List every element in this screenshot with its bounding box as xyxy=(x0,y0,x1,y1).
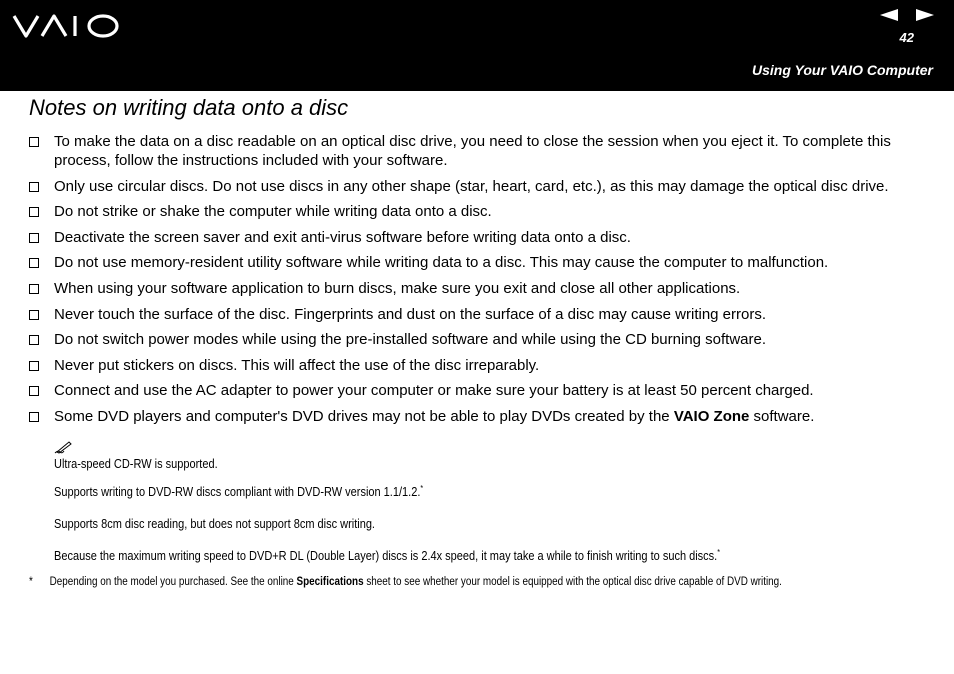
list-item xyxy=(29,330,934,349)
vaio-logo xyxy=(12,12,122,40)
footnote-text-after: sheet to see whether your model is equipped with the optical disc drive capable of DVD writing. xyxy=(363,576,782,588)
footnote-mark: * xyxy=(29,576,33,588)
list-item xyxy=(29,132,934,170)
page-header xyxy=(0,0,954,93)
note-line: Supports writing to DVD-RW discs compliant with DVD-RW version 1.1/1.2. xyxy=(54,485,421,499)
list-item-text: To make the data on a disc readable on an optical disc drive, you need to close the session when you eject it. To complete this process, follow the instructions included with your software. xyxy=(54,133,891,169)
list-item xyxy=(29,356,934,375)
checkbox-bullet-icon xyxy=(29,233,39,243)
list-item-text: Never touch the surface of the disc. Fingerprints and dust on the surface of a disc may cause writing errors. xyxy=(54,305,767,323)
specifications-link[interactable]: Specifications xyxy=(296,576,364,588)
list-item xyxy=(29,253,934,272)
list-item xyxy=(29,305,934,324)
footnote-marker: * xyxy=(717,547,720,557)
checkbox-bullet-icon xyxy=(29,207,39,217)
note-line: Because the maximum writing speed to DVD+R DL (Double Layer) discs is 2.4x speed, it may take a while to finish writing to such discs. xyxy=(54,549,718,563)
list-item xyxy=(29,279,934,298)
checkbox-bullet-icon xyxy=(29,412,39,422)
note-text xyxy=(54,516,375,532)
checkbox-bullet-icon xyxy=(29,284,39,294)
checkbox-bullet-icon xyxy=(29,137,39,147)
checkbox-bullet-icon xyxy=(29,361,39,371)
list-item xyxy=(29,381,934,400)
list-item xyxy=(29,228,934,247)
list-item-text-before: Some DVD players and computer's DVD drives may not be able to play DVDs created by the xyxy=(54,407,674,425)
vaio-zone-name: VAIO Zone xyxy=(673,407,750,425)
list-item-text: Never put stickers on discs. This will affect the use of the disc irreparably. xyxy=(54,356,540,374)
previous-page-arrow-icon[interactable] xyxy=(880,9,898,21)
note-line: Ultra-speed CD-RW is supported. xyxy=(54,457,218,471)
list-item-text: Connect and use the AC adapter to power your computer or make sure your battery is at least 50 percent charged. xyxy=(54,382,814,400)
checkbox-bullet-icon xyxy=(29,182,39,192)
list-item-text: Do not strike or shake the computer while writing data onto a disc. xyxy=(54,203,492,221)
next-page-arrow-icon[interactable] xyxy=(916,9,934,21)
checkbox-bullet-icon xyxy=(29,310,39,320)
page-title: Notes on writing data onto a disc xyxy=(29,95,349,120)
list-item-text: Deactivate the screen saver and exit anti-virus software before writing data onto a disc. xyxy=(54,228,631,246)
footnote-text-before: Depending on the model you purchased. See the online xyxy=(49,576,297,588)
page-number: 42 xyxy=(899,30,914,45)
section-title: Using Your VAIO Computer xyxy=(752,62,933,78)
list-item-text: When using your software application to burn discs, make sure you exit and close all other applications. xyxy=(54,279,741,297)
checkbox-bullet-icon xyxy=(29,335,39,345)
brand-text: VAIO xyxy=(12,12,15,13)
list-item-text: Do not switch power modes while using the pre-installed software and while using the CD burning software. xyxy=(54,331,767,349)
list-item xyxy=(29,177,934,196)
list-item-text: Only use circular discs. Do not use discs in any other shape (star, heart, card, etc.), as this may damage the optical disc drive. xyxy=(54,177,889,195)
note-text xyxy=(54,484,423,500)
footnote-marker: * xyxy=(420,483,424,493)
note-text xyxy=(54,548,720,564)
note-pencil-icon xyxy=(54,440,74,454)
checkbox-bullet-icon xyxy=(29,258,39,268)
footnote xyxy=(29,576,782,588)
list-item-text-after: software. xyxy=(749,407,815,425)
note-text xyxy=(54,456,218,472)
list-item xyxy=(29,407,934,426)
notes-bullet-list xyxy=(29,132,934,433)
checkbox-bullet-icon xyxy=(29,386,39,396)
list-item xyxy=(29,202,934,221)
list-item-text: Do not use memory-resident utility software while writing data to a disc. This may cause the computer to malfunction. xyxy=(54,254,829,272)
note-line: Supports 8cm disc reading, but does not support 8cm disc writing. xyxy=(54,517,375,531)
